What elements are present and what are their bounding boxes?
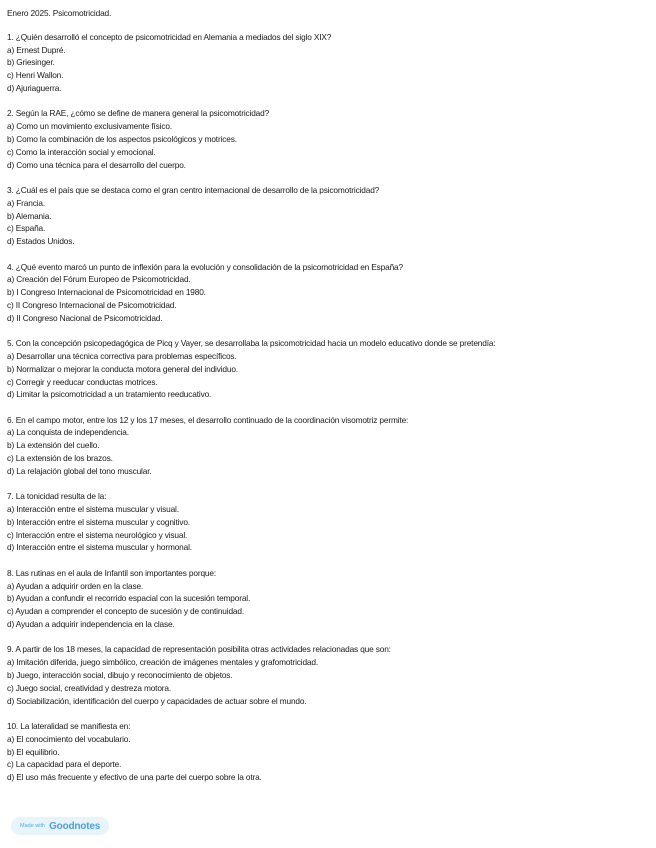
answer-option: c) Corregir y reeducar conductas motrices. — [7, 376, 158, 387]
question-block — [7, 643, 649, 707]
document-header: Enero 2025. Psicomotricidad. — [7, 8, 112, 18]
answer-option: d) Ayudan a adquirir independencia en la clase. — [7, 619, 175, 630]
answer-option: d) Sociabilización, identificación del cuerpo y capacidades de actuar sobre el mundo. — [7, 695, 307, 706]
question-text: 8. Las rutinas en el aula de Infantil son importantes porque: — [7, 567, 217, 578]
question-text: 3. ¿Cuál es el país que se destaca como el gran centro internacional de desarrollo de la psicomotricidad? — [7, 184, 380, 195]
answer-option: b) La extensión del cuello. — [7, 440, 100, 451]
answer-option: c) Como la interacción social y emocional. — [7, 146, 156, 157]
document-page — [7, 7, 649, 797]
question-block — [7, 567, 649, 631]
question-text: 9. A partir de los 18 meses, la capacidad de representación posibilita otras actividades relacionadas que son: — [7, 644, 391, 655]
question-block — [7, 31, 649, 95]
answer-option: a) Desarrollar una técnica correctiva para problemas específicos. — [7, 350, 237, 361]
goodnotes-badge[interactable] — [11, 817, 109, 835]
answer-option: b) Juego, interacción social, dibujo y reconocimiento de objetos. — [7, 670, 233, 681]
answer-option: d) Limitar la psicomotricidad a un tratamiento reeducativo. — [7, 389, 212, 400]
answer-option: c) España. — [7, 223, 46, 234]
answer-option: c) Henri Wallon. — [7, 70, 64, 81]
answer-option: d) II Congreso Nacional de Psicomotricidad. — [7, 312, 163, 323]
answer-option: a) Ayudan a adquirir orden en la clase. — [7, 580, 144, 591]
answer-option: c) La extensión de los brazos. — [7, 453, 113, 464]
answer-option: a) Creación del Fórum Europeo de Psicomotricidad. — [7, 274, 191, 285]
question-block — [7, 107, 649, 171]
answer-option: b) El equilibrio. — [7, 746, 60, 757]
answer-option: a) Francia. — [7, 197, 46, 208]
answer-option: c) La capacidad para el deporte. — [7, 759, 122, 770]
question-block — [7, 337, 649, 401]
answer-option: c) Ayudan a comprender el concepto de sucesión y de continuidad. — [7, 606, 245, 617]
answer-option: d) El uso más frecuente y efectivo de una parte del cuerpo sobre la otra. — [7, 772, 262, 783]
question-text: 6. En el campo motor, entre los 12 y los 17 meses, el desarrollo continuado de la coordinación visomotriz permite: — [7, 414, 409, 425]
answer-option: c) Interacción entre el sistema neurológico y visual. — [7, 529, 188, 540]
answer-option: b) Normalizar o mejorar la conducta motora general del individuo. — [7, 363, 238, 374]
answer-option: a) Interacción entre el sistema muscular y visual. — [7, 504, 179, 515]
answer-option: d) Ajuriaguerra. — [7, 82, 62, 93]
answer-option: a) Como un movimiento exclusivamente físico. — [7, 121, 172, 132]
question-text: 1. ¿Quién desarrolló el concepto de psicomotricidad en Alemania a mediados del siglo XIX? — [7, 31, 332, 42]
badge-brand: Goodnotes — [49, 820, 101, 832]
answer-option: a) Ernest Dupré. — [7, 44, 66, 55]
question-list — [7, 31, 649, 784]
answer-option: c) Juego social, creatividad y destreza motora. — [7, 682, 172, 693]
answer-option: d) Como una técnica para el desarrollo del cuerpo. — [7, 159, 186, 170]
question-block — [7, 720, 649, 784]
answer-option: c) II Congreso Internacional de Psicomotricidad. — [7, 299, 177, 310]
answer-option: a) Imitación diferida, juego simbólico, creación de imágenes mentales y grafomotricidad. — [7, 657, 318, 668]
question-text: 10. La lateralidad se manifiesta en: — [7, 721, 131, 731]
answer-option: a) La conquista de independencia. — [7, 427, 129, 438]
question-block — [7, 184, 649, 248]
answer-option: b) Ayudan a confundir el recorrido espacial con la sucesión temporal. — [7, 593, 251, 604]
question-text: 2. Según la RAE, ¿cómo se define de manera general la psicomotricidad? — [7, 108, 270, 119]
answer-option: b) Interacción entre el sistema muscular y cognitivo. — [7, 516, 190, 527]
question-text: 4. ¿Qué evento marcó un punto de inflexión para la evolución y consolidación de la psicomotricidad en España? — [7, 261, 403, 272]
answer-option: d) La relajación global del tono muscular. — [7, 465, 152, 476]
question-block — [7, 414, 649, 478]
answer-option: d) Estados Unidos. — [7, 236, 75, 247]
answer-option: b) Alemania. — [7, 210, 52, 221]
question-block — [7, 261, 649, 325]
answer-option: b) I Congreso Internacional de Psicomotricidad en 1980. — [7, 287, 206, 298]
question-block — [7, 490, 649, 554]
answer-option: b) Como la combinación de los aspectos psicológicos y motrices. — [7, 133, 237, 144]
question-text: 7. La tonicidad resulta de la: — [7, 491, 107, 502]
answer-option: a) El conocimiento del vocabulario. — [7, 733, 131, 744]
answer-option: b) Griesinger. — [7, 57, 55, 68]
badge-prefix: Made with — [20, 823, 46, 829]
answer-option: d) Interacción entre el sistema muscular y hormonal. — [7, 542, 192, 553]
question-text: 5. Con la concepción psicopedagógica de Picq y Vayer, se desarrollaba la psicomotricidad hacia un modelo educativo donde se pretendía: — [7, 338, 496, 349]
